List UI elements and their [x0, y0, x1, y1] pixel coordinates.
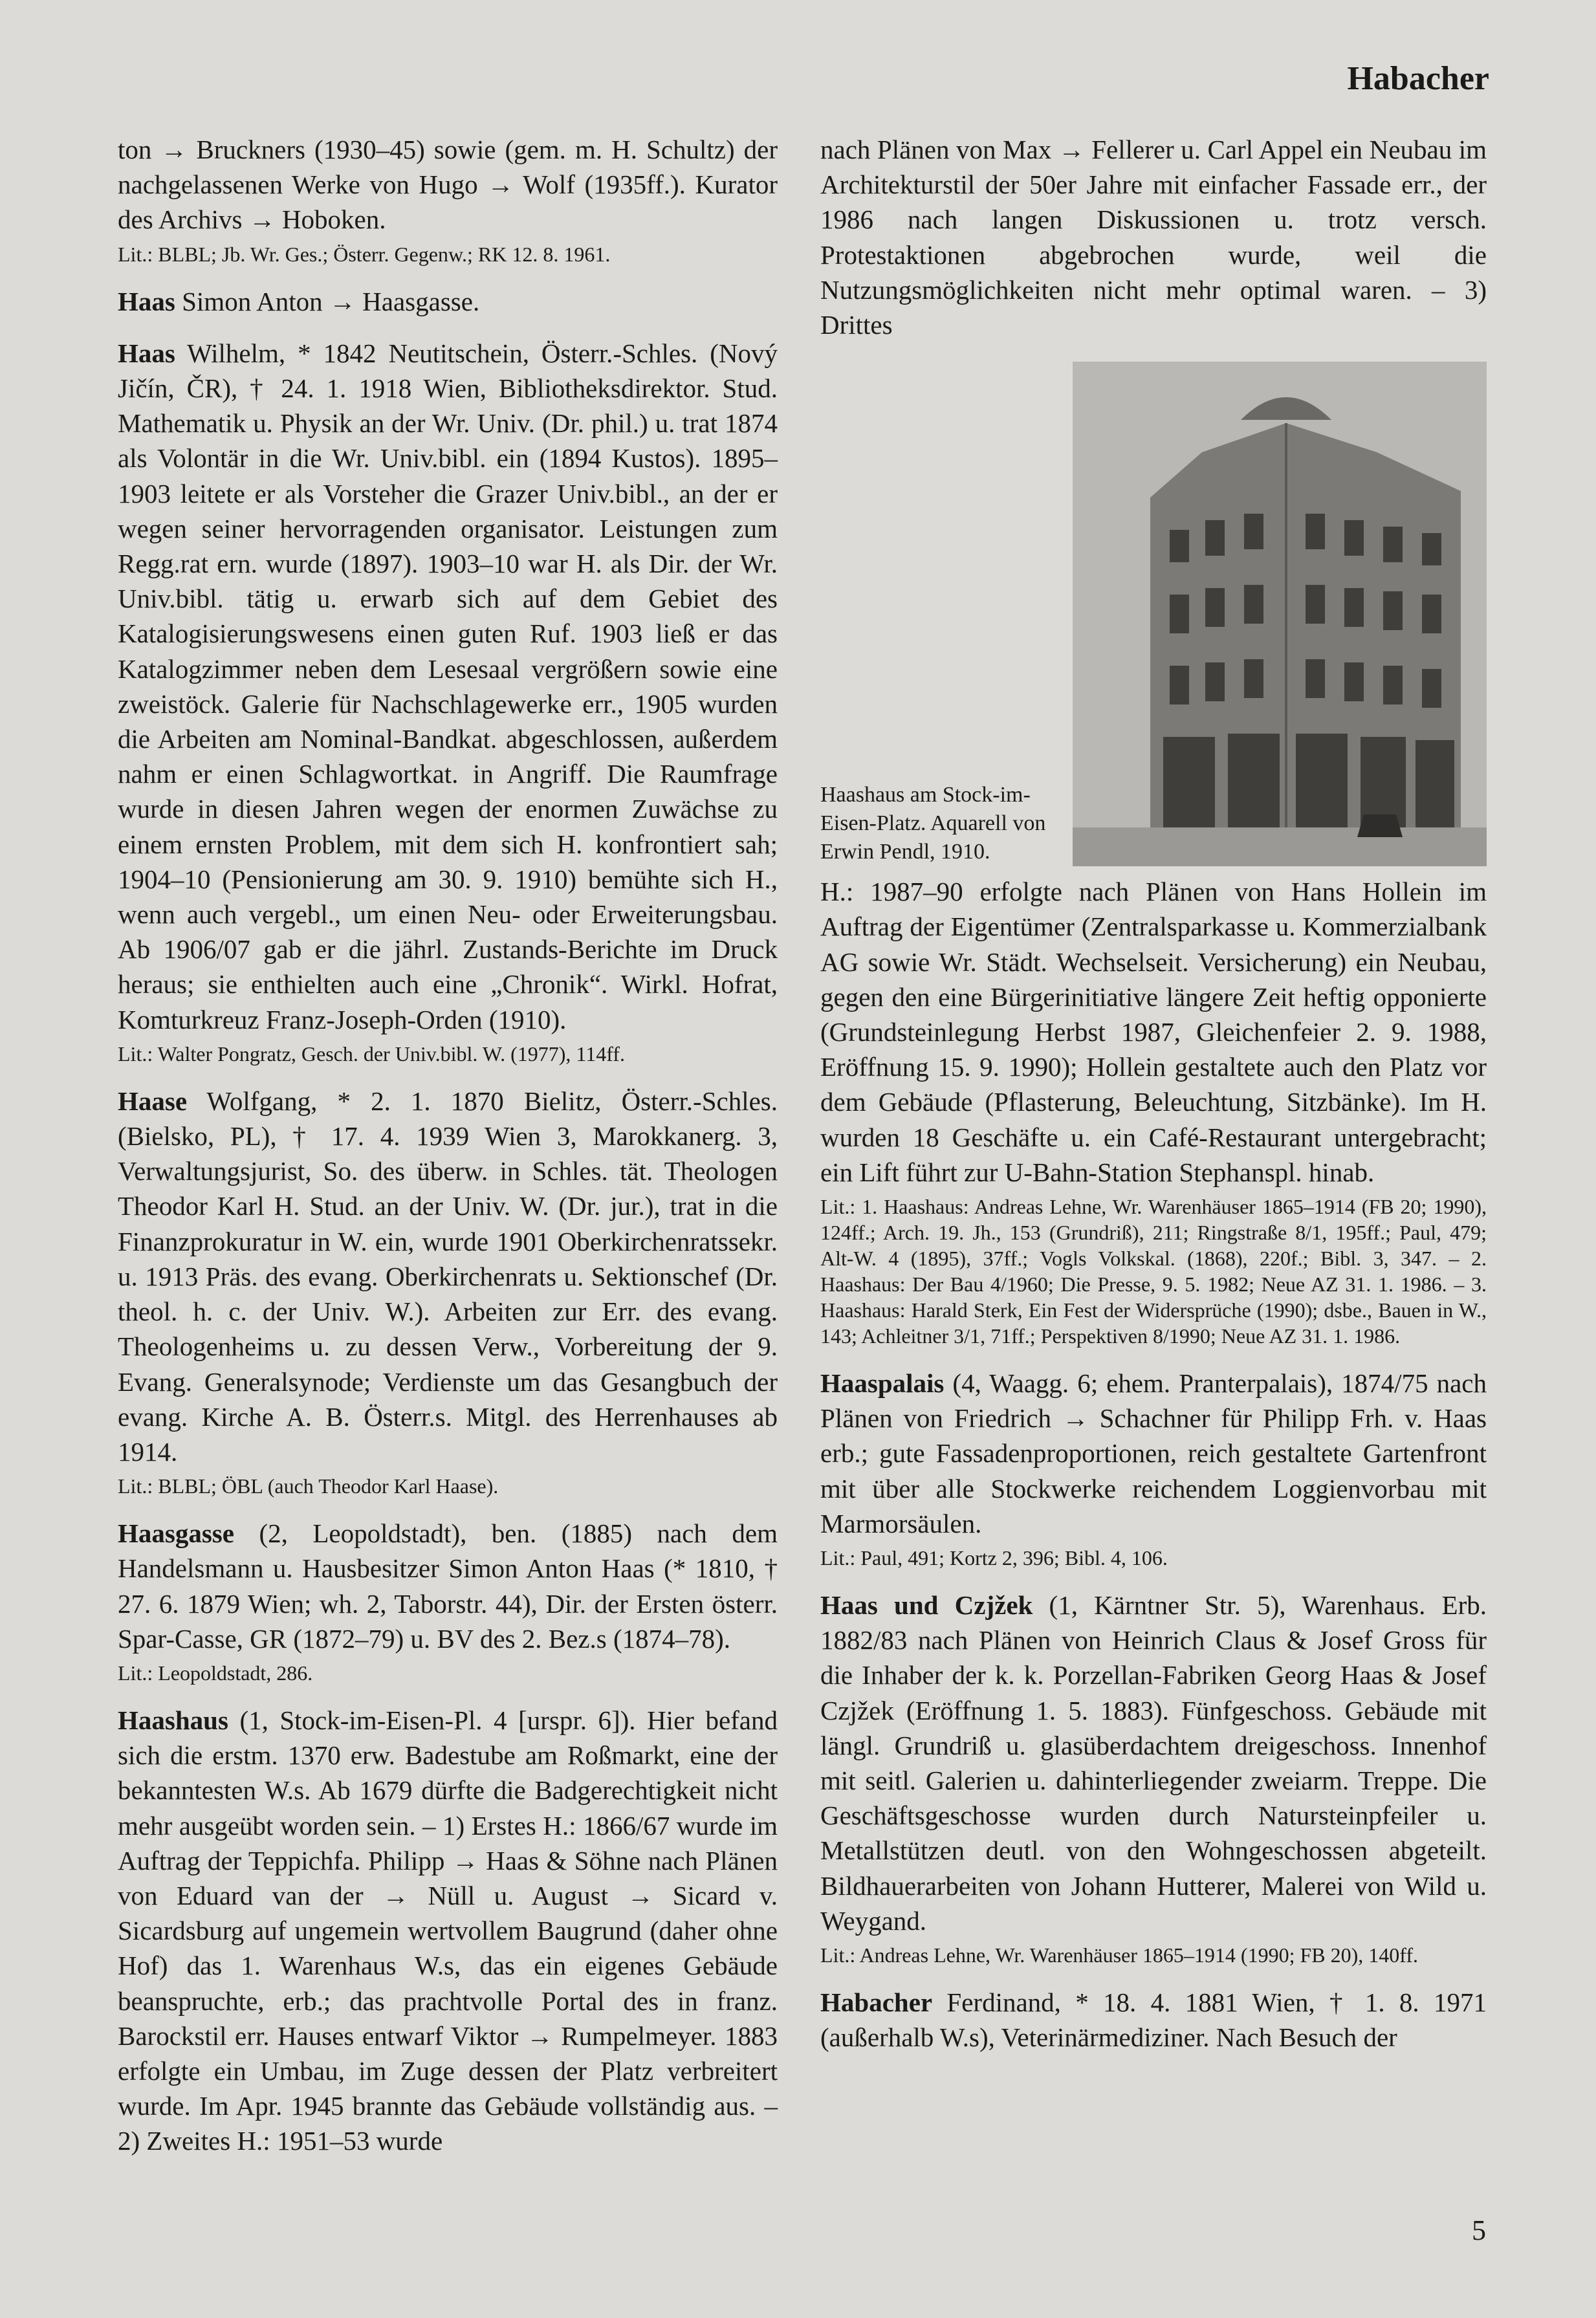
- entry-keyword: Habacher: [820, 1987, 933, 2018]
- page-number: 5: [1472, 2214, 1486, 2246]
- entry-keyword: Haashaus: [118, 1705, 228, 1735]
- entry-text: (2, Leopoldstadt), ben. (1885) nach dem Handelsmann u. Hausbesitzer Simon Anton Haas (* 1810, † 27. 6. 1879 Wien; wh. 2, Taborstr. 44), Dir. der Ersten österr. Spar-Casse, GR (1872–79) u. BV des 2. Bez.s (1874–78).: [118, 1518, 778, 1654]
- entry-text: nach Plänen von Max → Fellerer u. Carl Appel ein Neubau im Architekturstil der 50er Jahre mit einfacher Fassade err., der 1986 nach langen Diskussionen u. trotz versch. Protestaktionen abgebrochen wurde, weil die Nutzungsmöglichkeiten nicht mehr optimal waren. – 3) Drittes: [820, 135, 1487, 340]
- entry-haasgasse: [118, 1516, 778, 1686]
- entry-haase: [118, 1084, 778, 1499]
- entry-text: ton → Bruckners (1930–45) sowie (gem. m. H. Schultz) der nachgelassenen Werke von Hugo → Wolf (1935ff.). Kurator des Archivs → Hoboken.: [118, 135, 778, 235]
- building-watercolor-icon: [1073, 362, 1487, 866]
- literature-note: Lit.: Andreas Lehne, Wr. Warenhäuser 1865–1914 (1990; FB 20), 140ff.: [820, 1943, 1418, 1967]
- entry-keyword: Haas und Czjžek: [820, 1590, 1033, 1621]
- entry-haashaus: [118, 1703, 778, 2159]
- literature-note: Lit.: Leopoldstadt, 286.: [118, 1661, 313, 1685]
- entry-keyword: Haas: [118, 338, 175, 368]
- entry-haas-und-czjzek: [820, 1588, 1487, 1968]
- figure-caption: Haashaus am Stock-im-Eisen-Platz. Aquarell von Erwin Pendl, 1910.: [820, 783, 1046, 864]
- entry-continuation: [118, 132, 778, 267]
- literature-note: Lit.: 1. Haashaus: Andreas Lehne, Wr. Warenhäuser 1865–1914 (FB 20; 1990), 124ff.; Arch. 19. Jh., 153 (Grundriß), 211; Ringstraße 8/1, 195ff.; Paul, 479; Alt-W. 4 (1895), 37ff.; Vogls Volkskal. (1868), 220f.; Bibl. 3, 347. – 2. Haashaus: Der Bau 4/1960; Die Presse, 9. 5. 1982; Neue AZ 31. 1. 1986. – 3. Haashaus: Harald Sterk, Ein Fest der Widersprüche (1990); dsbe., Bauen in W., 143; Achleitner 3/1, 71ff.; Perspektiven 8/1990; Neue AZ 31. 1. 1986.: [820, 1195, 1487, 1348]
- entry-text: Ferdinand, * 18. 4. 1881 Wien, † 1. 8. 1971 (außerhalb W.s), Veterinärmediziner. Nach Besuch der: [820, 1987, 1487, 2053]
- right-column: [820, 132, 1487, 2072]
- entry-text: H.: 1987–90 erfolgte nach Plänen von Hans Hollein im Auftrag der Eigentümer (Zentralsparkasse u. Kommerzialbank AG sowie Wr. Städt. Wechselseit. Versicherung) ein Neubau, gegen den eine Bürgerinitiative längere Zeit heftig opponierte (Grundsteinlegung Herbst 1987, Gleichenfeier 2. 9. 1988, Eröffnung 15. 9. 1990); Hollein gestaltete auch den Platz vor dem Gebäude (Pflasterung, Beleuchtung, Sitzbänke). Im H. wurden 18 Geschäfte u. ein Café-Restaurant untergebracht; ein Lift führt zur U-Bahn-Station Stephanspl. hinab.: [820, 877, 1487, 1187]
- literature-note: Lit.: BLBL; Jb. Wr. Ges.; Österr. Gegenw.; RK 12. 8. 1961.: [118, 242, 611, 266]
- literature-note: Lit.: Walter Pongratz, Gesch. der Univ.bibl. W. (1977), 114ff.: [118, 1042, 625, 1066]
- entry-keyword: Haase: [118, 1086, 188, 1116]
- entry-text: (1, Kärntner Str. 5), Warenhaus. Erb. 1882/83 nach Plänen von Heinrich Claus & Josef Gross für die Inhaber der k. k. Porzellan-Fabriken Georg Haas & Josef Czjžek (Eröffnung 1. 5. 1883). Fünfgeschoss. Gebäude mit längl. Grundriß u. glasüberdachtem dreigeschoss. Innenhof mit seitl. Galerien u. dahinterliegender zweiarm. Treppe. Die Geschäftsgeschosse wurden durch Natursteinpfeiler u. Metallstützen deutl. von den Wohngeschossen abgeteilt. Bildhauerarbeiten von Johann Hutterer, Malerei von Wild u. Weygand.: [820, 1590, 1487, 1936]
- entry-text: (4, Waagg. 6; ehem. Pranterpalais), 1874/75 nach Plänen von Friedrich → Schachner für Philipp Frh. v. Haas erb.; gute Fassadenproportionen, reich gestaltete Gartenfront mit über alle Stockwerke reichendem Loggienvorbau mit Marmorsäulen.: [820, 1368, 1487, 1538]
- entry-keyword: Haasgasse: [118, 1518, 234, 1549]
- entry-haas-simon: [118, 284, 778, 319]
- entry-text: Wolfgang, * 2. 1. 1870 Bielitz, Österr.-Schles. (Bielsko, PL), † 17. 4. 1939 Wien 3, Marokkanerg. 3, Verwaltungsjurist, So. des überw. in Schles. tät. Theologen Theodor Karl H. Stud. an der Univ. W. (Dr. jur.), trat in die Finanzprokuratur in W. ein, wurde 1901 Oberkirchenratssekr. u. 1913 Präs. des evang. Oberkirchenrats u. Sektionschef (Dr. theol. h. c. der Univ. W.). Arbeiten zur Err. des evang. Theologenheims u. zu dessen Verw., Vorbereitung der 9. Evang. Generalsynode; Verdienste um das Gesangbuch der evang. Kirche A. B. Österr.s. Mitgl. des Herrenhauses ab 1914.: [118, 1086, 778, 1467]
- entry-keyword: Haas: [118, 286, 175, 316]
- running-header: Habacher: [1347, 60, 1489, 97]
- figure: [820, 362, 1487, 866]
- entry-text: Simon Anton → Haasgasse.: [175, 286, 480, 316]
- entry-text: (1, Stock-im-Eisen-Pl. 4 [urspr. 6]). Hier befand sich die erstm. 1370 erw. Badestube am Roßmarkt, eine der bekanntesten W.s. Ab 1679 dürfte die Badgerechtigkeit nicht mehr ausgeübt worden sein. – 1) Erstes H.: 1866/67 wurde im Auftrag der Teppichfa. Philipp → Haas & Söhne nach Plänen von Eduard van der → Nüll u. August → Sicard v. Sicardsburg auf ungemein wertvollem Baugrund (daher ohne Hof) das 1. Warenhaus W.s, das ein eigenes Gebäude beanspruchte, erb.; das prachtvolle Portal des in franz. Barockstil err. Hauses entwarf Viktor → Rumpelmeyer. 1883 erfolgte ein Umbau, im Zuge dessen der Platz verbreitert wurde. Im Apr. 1945 brannte das Gebäude vollständig aus. – 2) Zweites H.: 1951–53 wurde: [118, 1705, 778, 2156]
- literature-note: Lit.: BLBL; ÖBL (auch Theodor Karl Haase).: [118, 1474, 499, 1498]
- entry-haas-wilhelm: [118, 336, 778, 1067]
- entry-keyword: Haaspalais: [820, 1368, 945, 1399]
- entry-haashaus-continued: [820, 132, 1487, 342]
- entry-text: Wilhelm, * 1842 Neutitschein, Österr.-Schles. (Nový Jičín, ČR), † 24. 1. 1918 Wien, Bibliotheksdirektor. Stud. Mathematik u. Physik an der Wr. Univ. (Dr. phil.) u. trat 1874 als Volontär in die Wr. Univ.bibl. ein (1894 Kustos). 1895–1903 leitete er als Vorsteher die Grazer Univ.bibl., an der er wegen seiner hervorragenden organisator. Leistungen zum Regg.rat ern. wurde (1897). 1903–10 war H. als Dir. der Wr. Univ.bibl. tätig u. erwarb sich auf dem Gebiet des Katalogisierungswesens einen guten Ruf. 1903 ließ er das Katalogzimmer neben dem Lesesaal vergrößern sowie eine zweistöck. Galerie für Nachschlagewerke err., 1905 wurden die Arbeiten am Nominal-Bandkat. abgeschlossen, außerdem nahm er einen Schlagwortkat. in Angriff. Die Raumfrage wurde in diesen Jahren wegen der enormen Zuwächse zu einem ernsten Problem, mit dem sich H. konfrontiert sah; 1904–10 (Pensionierung am 30. 9. 1910) bemühte sich H., wenn auch vergebl., um einen Neu- oder Erweiterungsbau. Ab 1906/07 gab er die jährl. Zustands-Berichte im Druck heraus; sie enthielten auch eine „Chronik“. Wirkl. Hofrat, Komturkreuz Franz-Joseph-Orden (1910).: [118, 338, 778, 1034]
- entry-drittes-haashaus: [820, 874, 1487, 1349]
- literature-note: Lit.: Paul, 491; Kortz 2, 396; Bibl. 4, 106.: [820, 1546, 1168, 1570]
- entry-haaspalais: [820, 1366, 1487, 1571]
- entry-habacher: [820, 1985, 1487, 2055]
- left-column: [118, 132, 778, 2176]
